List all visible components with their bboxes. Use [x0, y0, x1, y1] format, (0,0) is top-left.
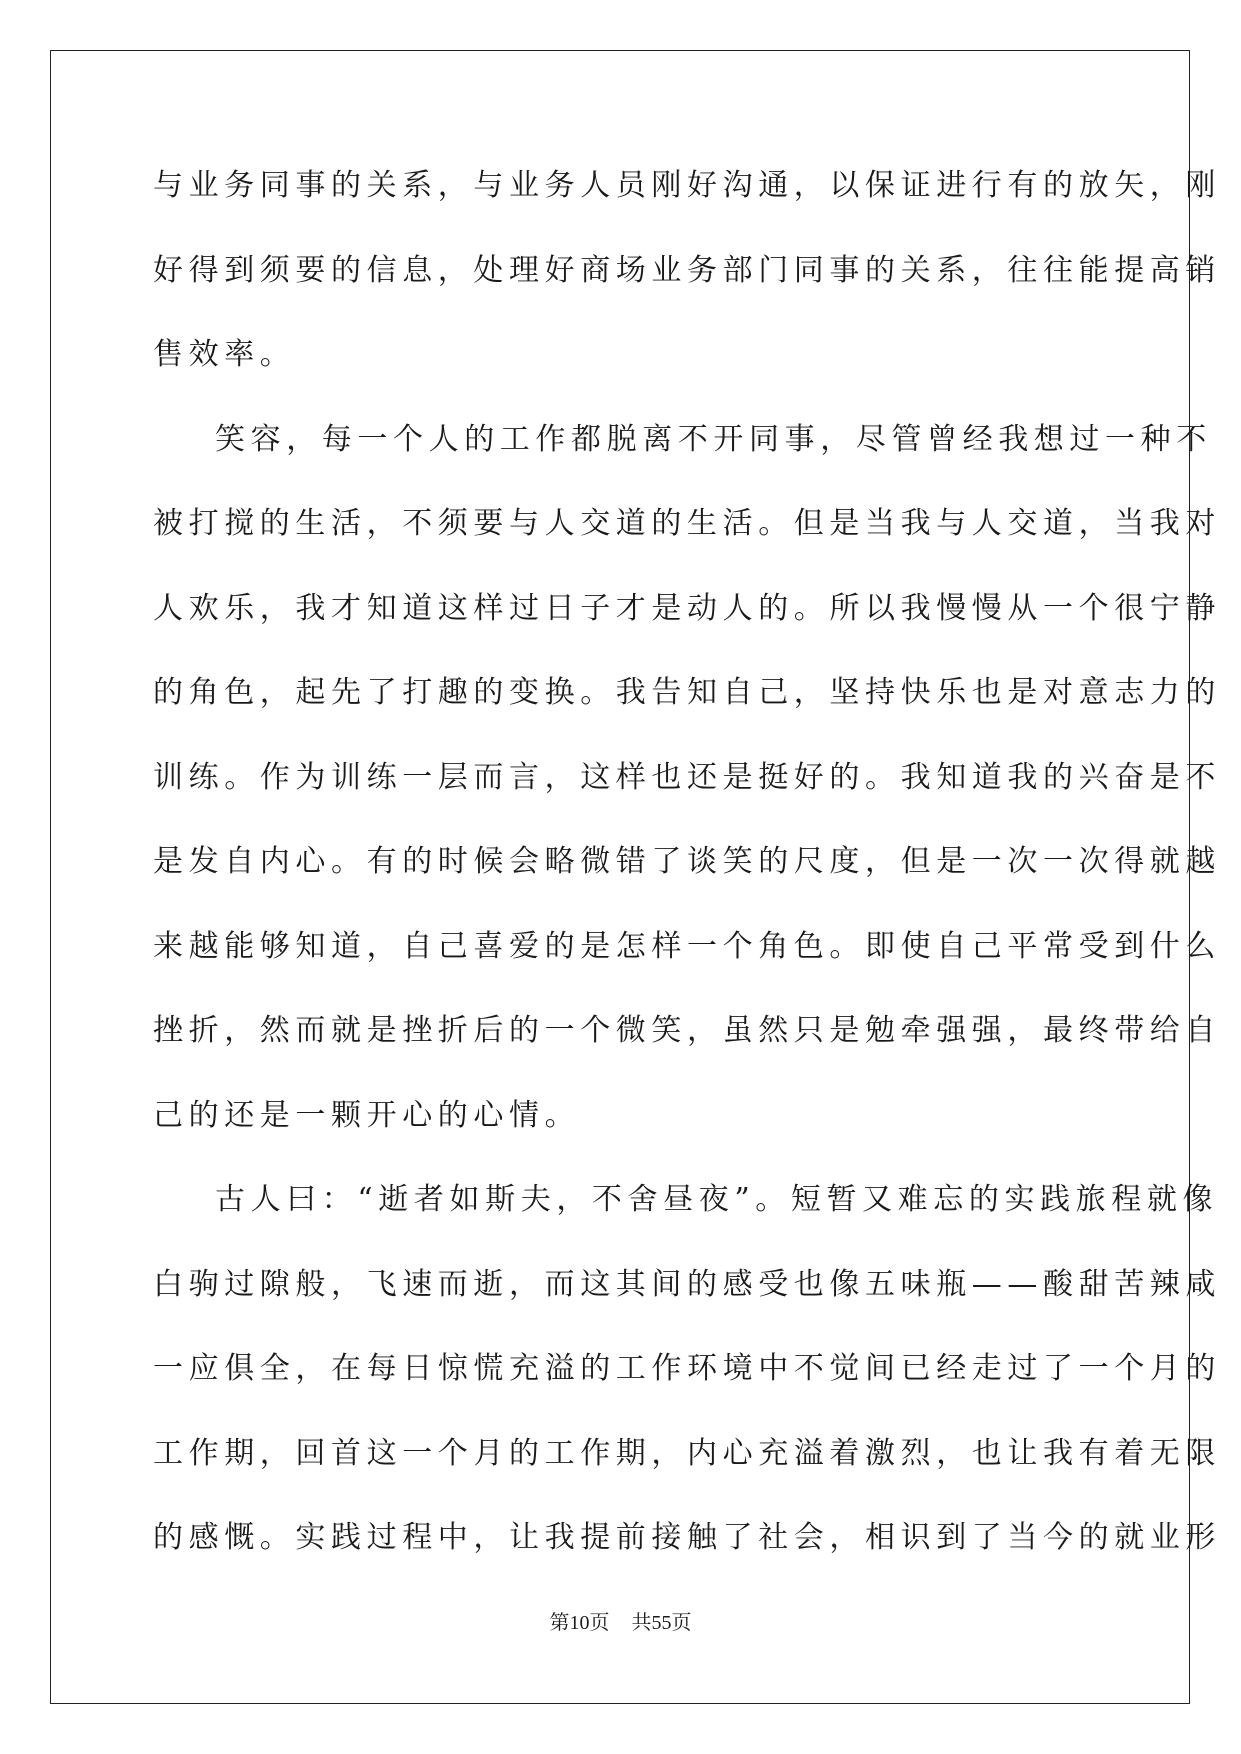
- text-line: 与业务同事的关系，与业务人员刚好沟通，以保证进行有的放矢，刚: [153, 168, 1221, 203]
- text-line: 好得到须要的信息，处理好商场业务部门同事的关系，往往能提高销: [153, 252, 1221, 288]
- text-line: 一应俱全，在每日惊慌充溢的工作环境中不觉间已经走过了一个月的: [153, 1351, 1221, 1386]
- text-line: 来越能够知道，自己喜爱的是怎样一个角色。即使自己平常受到什么: [153, 928, 1221, 964]
- text-line: 被打搅的生活，不须要与人交道的生活。但是当我与人交道，当我对: [153, 506, 1221, 541]
- text-line: 挫折，然而就是挫折后的一个微笑，虽然只是勉牵强强，最终带给自: [153, 1013, 1221, 1048]
- text-line: 的角色，起先了打趣的变换。我告知自己，坚持快乐也是对意志力的: [153, 675, 1221, 710]
- document-body: [153, 166, 1221, 1603]
- page-number: 第10页: [549, 1612, 610, 1634]
- page-footer: [0, 1606, 1241, 1635]
- text-line: 是发自内心。有的时候会略微错了谈笑的尺度，但是一次一次得就越: [153, 844, 1221, 879]
- total-pages: 共55页: [631, 1612, 692, 1634]
- text-line: 的感慨。实践过程中，让我提前接触了社会，相识到了当今的就业形: [153, 1520, 1221, 1555]
- text-line: 人欢乐，我才知道这样过日子才是动人的。所以我慢慢从一个很宁静: [153, 590, 1221, 626]
- text-line: 工作期，回首这一个月的工作期，内心充溢着激烈，也让我有着无限: [153, 1435, 1221, 1471]
- text-line: 售效率。: [153, 337, 296, 372]
- text-line: 训练。作为训练一层而言，这样也还是挺好的。我知道我的兴奋是不: [153, 759, 1221, 795]
- paragraph-start-line: 古人曰：“逝者如斯夫，不舍昼夜”。短暂又难忘的实践旅程就像: [215, 1182, 1219, 1217]
- text-line: 己的还是一颗开心的心情。: [153, 1097, 581, 1133]
- text-line: 白驹过隙般，飞速而逝，而这其间的感受也像五味瓶——酸甜苦辣咸: [153, 1266, 1221, 1302]
- paragraph-start-line: 笑容，每一个人的工作都脱离不开同事，尽管曾经我想过一种不: [215, 421, 1212, 457]
